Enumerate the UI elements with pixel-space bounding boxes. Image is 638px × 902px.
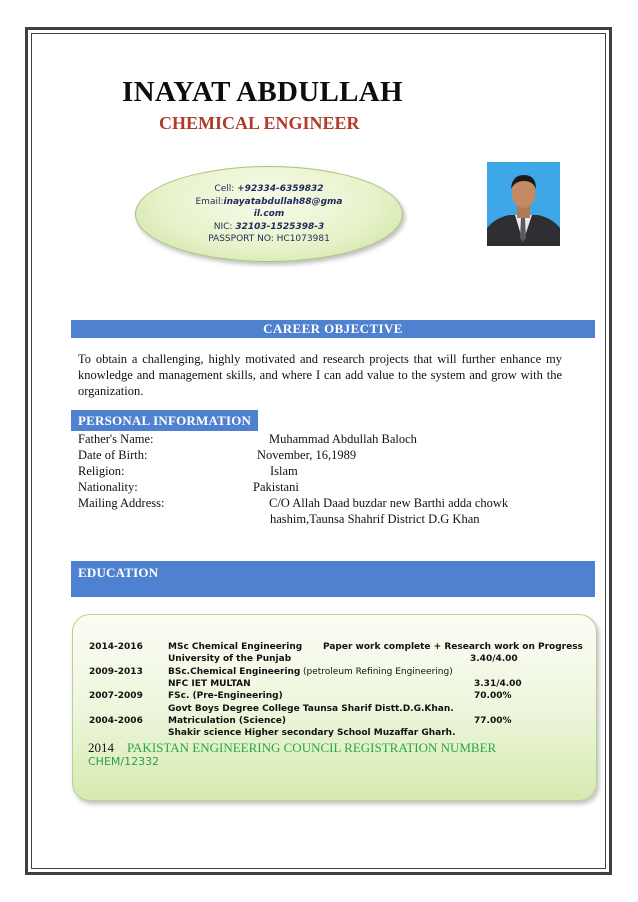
edu-degree: MSc Chemical Engineering xyxy=(168,642,303,652)
career-objective-text: To obtain a challenging, highly motivated and research projects that will further enhance my knowledge and management skills, and where I can add value to the system and grow with the organization. xyxy=(78,352,562,398)
edu-institution: University of the Punjab xyxy=(168,654,292,664)
education-heading: EDUCATION xyxy=(71,561,595,597)
edu-year: 2014-2016 xyxy=(89,642,143,652)
edu-note: Paper work complete + Research work on Progress xyxy=(323,642,583,652)
candidate-title: CHEMICAL ENGINEER xyxy=(159,113,360,133)
email-line xyxy=(194,196,344,221)
edu-year: 2009-2013 xyxy=(89,667,143,677)
personal-value: C/O Allah Daad buzdar new Barthi adda chowk xyxy=(269,496,509,510)
email-label: Email: xyxy=(195,196,224,207)
profile-photo xyxy=(487,162,560,246)
contact-ellipse xyxy=(135,166,403,262)
personal-value: Islam xyxy=(270,464,298,478)
nic-number: 32103-1525398-3 xyxy=(235,221,325,232)
pec-number: CHEM/12332 xyxy=(88,755,160,768)
edu-institution: Shakir science Higher secondary School Muzaffar Gharh. xyxy=(168,728,456,738)
edu-degree: Matriculation (Science) xyxy=(168,716,286,726)
passport-line: PASSPORT NO: HC1073981 xyxy=(208,234,330,244)
personal-value: November, 16,1989 xyxy=(257,448,357,462)
cell-label: Cell: xyxy=(214,184,235,194)
edu-degree: BSc.Chemical Engineering xyxy=(168,667,301,677)
personal-label: Nationality: xyxy=(78,480,138,494)
personal-label: Mailing Address: xyxy=(78,496,165,510)
edu-institution: Govt Boys Degree College Taunsa Sharif Distt.D.G.Khan. xyxy=(168,704,454,714)
personal-value: hashim,Taunsa Shahrif District D.G Khan xyxy=(270,512,480,526)
edu-specialization: (petroleum Refining Engineering) xyxy=(303,667,453,677)
nic-label: NIC: xyxy=(213,221,233,232)
pec-registration xyxy=(88,740,496,756)
career-objective-heading: CAREER OBJECTIVE xyxy=(71,320,595,338)
personal-label: Father's Name: xyxy=(78,432,154,446)
email-address: inayatabdullah88@gmail.com xyxy=(223,196,343,219)
candidate-name: INAYAT ABDULLAH xyxy=(122,76,403,108)
edu-score: 3.31/4.00 xyxy=(474,679,522,689)
edu-degree: FSc. (Pre-Engineering) xyxy=(168,691,283,701)
edu-score: 3.40/4.00 xyxy=(470,654,518,664)
cell-line xyxy=(136,183,402,196)
edu-score: 70.00% xyxy=(474,691,512,701)
cell-number: +92334-6359832 xyxy=(237,184,324,194)
pec-text: PAKISTAN ENGINEERING COUNCIL REGISTRATION NUMBER xyxy=(127,740,497,755)
edu-score: 77.00% xyxy=(474,716,512,726)
nic-line xyxy=(136,221,402,234)
personal-info-heading: PERSONAL INFORMATION xyxy=(71,410,258,431)
personal-label: Religion: xyxy=(78,464,125,478)
pec-year: 2014 xyxy=(88,740,114,755)
personal-value: Pakistani xyxy=(253,480,299,494)
portrait-image xyxy=(487,162,560,246)
edu-year: 2007-2009 xyxy=(89,691,143,701)
personal-label: Date of Birth: xyxy=(78,448,148,462)
edu-year: 2004-2006 xyxy=(89,716,143,726)
personal-value: Muhammad Abdullah Baloch xyxy=(269,432,417,446)
edu-institution: NFC IET MULTAN xyxy=(168,679,251,689)
